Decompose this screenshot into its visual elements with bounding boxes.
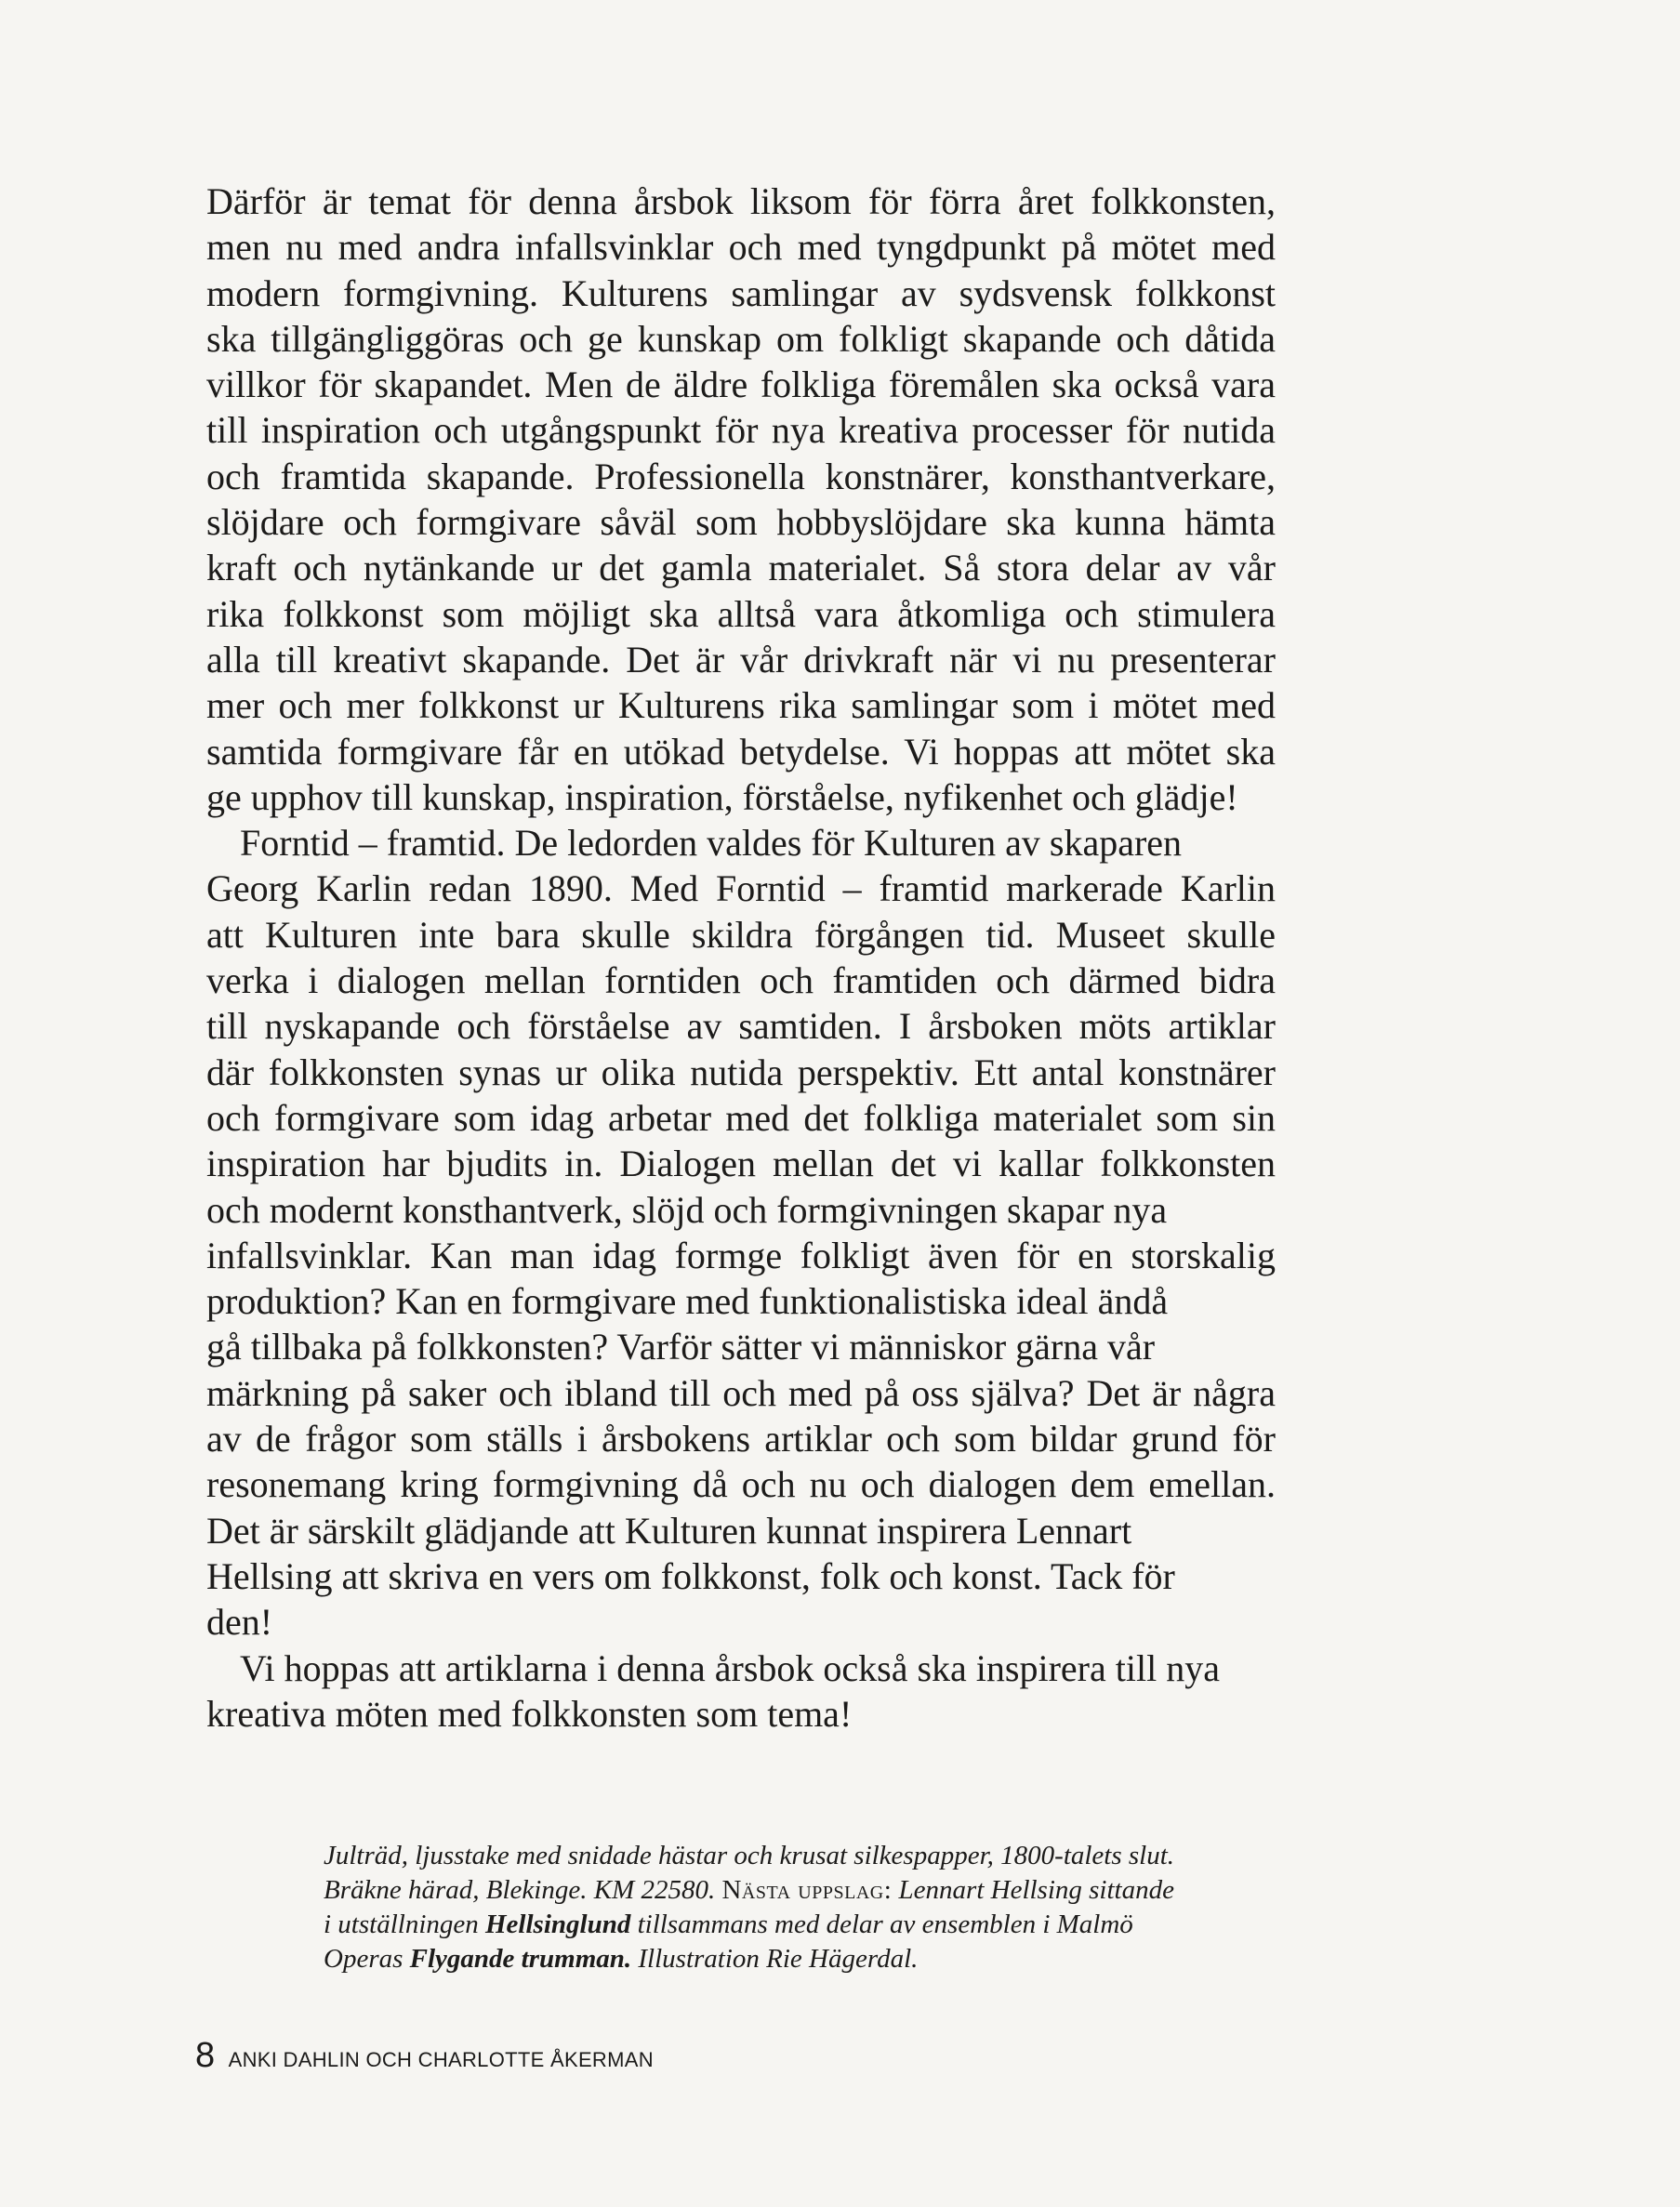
caption-text: tillsammans med delar av ensemblen i Malmö: [637, 1910, 1133, 1939]
body-line-indented: Forntid – framtid. De ledorden valdes för Kulturen av skaparen: [240, 822, 1183, 865]
body-line: märkning på saker och ibland till och med på oss själva? Det är några: [206, 1371, 1276, 1414]
body-line: den!: [206, 1601, 273, 1644]
caption-line: [324, 1839, 1253, 1873]
caption-line: [324, 1908, 1253, 1942]
body-line: samtida formgivare får en utökad betydelse. Vi hoppas att mötet ska: [206, 730, 1276, 773]
body-line: av de frågor som ställs i årsbokens artiklar och som bildar grund för: [206, 1418, 1276, 1460]
body-line: till inspiration och utgångspunkt för nya kreativa processer för nutida: [206, 409, 1276, 452]
caption-text: i utställningen: [324, 1910, 479, 1939]
body-line: resonemang kring formgivning då och nu och dialogen dem emellan.: [206, 1463, 1276, 1506]
body-line: inspiration har bjudits in. Dialogen mellan det vi kallar folkkonsten: [206, 1143, 1276, 1185]
body-line: att Kulturen inte bara skulle skildra förgången tid. Museet skulle: [206, 913, 1276, 956]
body-line: produktion? Kan en formgivare med funktionalistiska ideal ändå: [206, 1280, 1169, 1323]
body-line: villkor för skapandet. Men de äldre folkliga föremålen ska också vara: [206, 363, 1276, 406]
body-line: ska tillgängliggöras och ge kunskap om folkligt skapande och dåtida: [206, 317, 1276, 360]
body-line: kraft och nytänkande ur det gamla materialet. Så stora delar av vår: [206, 547, 1276, 589]
body-line: infallsvinklar. Kan man idag formge folkligt även för en storskalig: [206, 1234, 1276, 1276]
caption-opera-title: Flygande trumman.: [409, 1944, 632, 1974]
caption-text: Illustration Rie Hägerdal.: [638, 1944, 919, 1974]
caption-text: Operas: [324, 1944, 403, 1974]
body-line: där folkkonsten synas ur olika nutida perspektiv. Ett antal konstnärer: [206, 1051, 1276, 1093]
body-line: och framtida skapande. Professionella konstnärer, konsthantverkare,: [206, 455, 1276, 497]
body-line: modern formgivning. Kulturens samlingar av sydsvensk folkkonst: [206, 271, 1276, 314]
body-line: gå tillbaka på folkkonsten? Varför sätter vi människor gärna vår: [206, 1326, 1156, 1368]
body-line: rika folkkonst som möjligt ska alltså vara åtkomliga och stimulera: [206, 592, 1276, 635]
body-line: Därför är temat för denna årsbok liksom för förra året folkkonsten,: [206, 180, 1276, 222]
body-line: ge upphov till kunskap, inspiration, förståelse, nyfikenhet och glädje!: [206, 775, 1238, 818]
body-line: och formgivare som idag arbetar med det folkliga materialet som sin: [206, 1096, 1276, 1139]
body-line: till nyskapande och förståelse av samtiden. I årsboken möts artiklar: [206, 1005, 1276, 1048]
body-line: Det är särskilt glädjande att Kulturen kunnat inspirera Lennart: [206, 1509, 1132, 1552]
body-line: slöjdare och formgivare såväl som hobbyslöjdare ska kunna hämta: [206, 501, 1276, 544]
body-line-indented: Vi hoppas att artiklarna i denna årsbok också ska inspirera till nya: [240, 1646, 1220, 1689]
running-head: ANKI DAHLIN OCH CHARLOTTE ÅKERMAN: [228, 2048, 654, 2071]
body-line: Georg Karlin redan 1890. Med Forntid – framtid markerade Karlin: [206, 867, 1276, 910]
caption-text: Bräkne härad, Blekinge. KM 22580.: [324, 1875, 716, 1905]
caption-line: [324, 1942, 1253, 1976]
caption-text: Julträd, ljusstake med snidade hästar och krusat silkespapper, 1800-talets slut.: [324, 1841, 1175, 1870]
image-caption: [324, 1839, 1253, 1976]
caption-exhibition-title: Hellsinglund: [485, 1910, 631, 1939]
page-footer: [195, 2036, 654, 2076]
caption-text: Lennart Hellsing sittande: [898, 1875, 1174, 1905]
body-line: och modernt konsthantverk, slöjd och formgivningen skapar nya: [206, 1188, 1168, 1231]
caption-line: [324, 1873, 1253, 1908]
page-number: 8: [195, 2036, 216, 2075]
body-text: [206, 178, 1276, 1737]
body-line: mer och mer folkkonst ur Kulturens rika samlingar som i mötet med: [206, 684, 1276, 727]
body-line: kreativa möten med folkkonsten som tema!: [206, 1692, 853, 1735]
body-line: Hellsing att skriva en vers om folkkonst, folk och konst. Tack för: [206, 1554, 1175, 1597]
body-line: verka i dialogen mellan forntiden och framtiden och därmed bidra: [206, 959, 1276, 1002]
body-line: alla till kreativt skapande. Det är vår drivkraft när vi nu presenterar: [206, 638, 1276, 681]
body-line: men nu med andra infallsvinklar och med tyngdpunkt på mötet med: [206, 226, 1276, 269]
caption-next-spread-label: Nästa uppslag:: [721, 1875, 893, 1905]
